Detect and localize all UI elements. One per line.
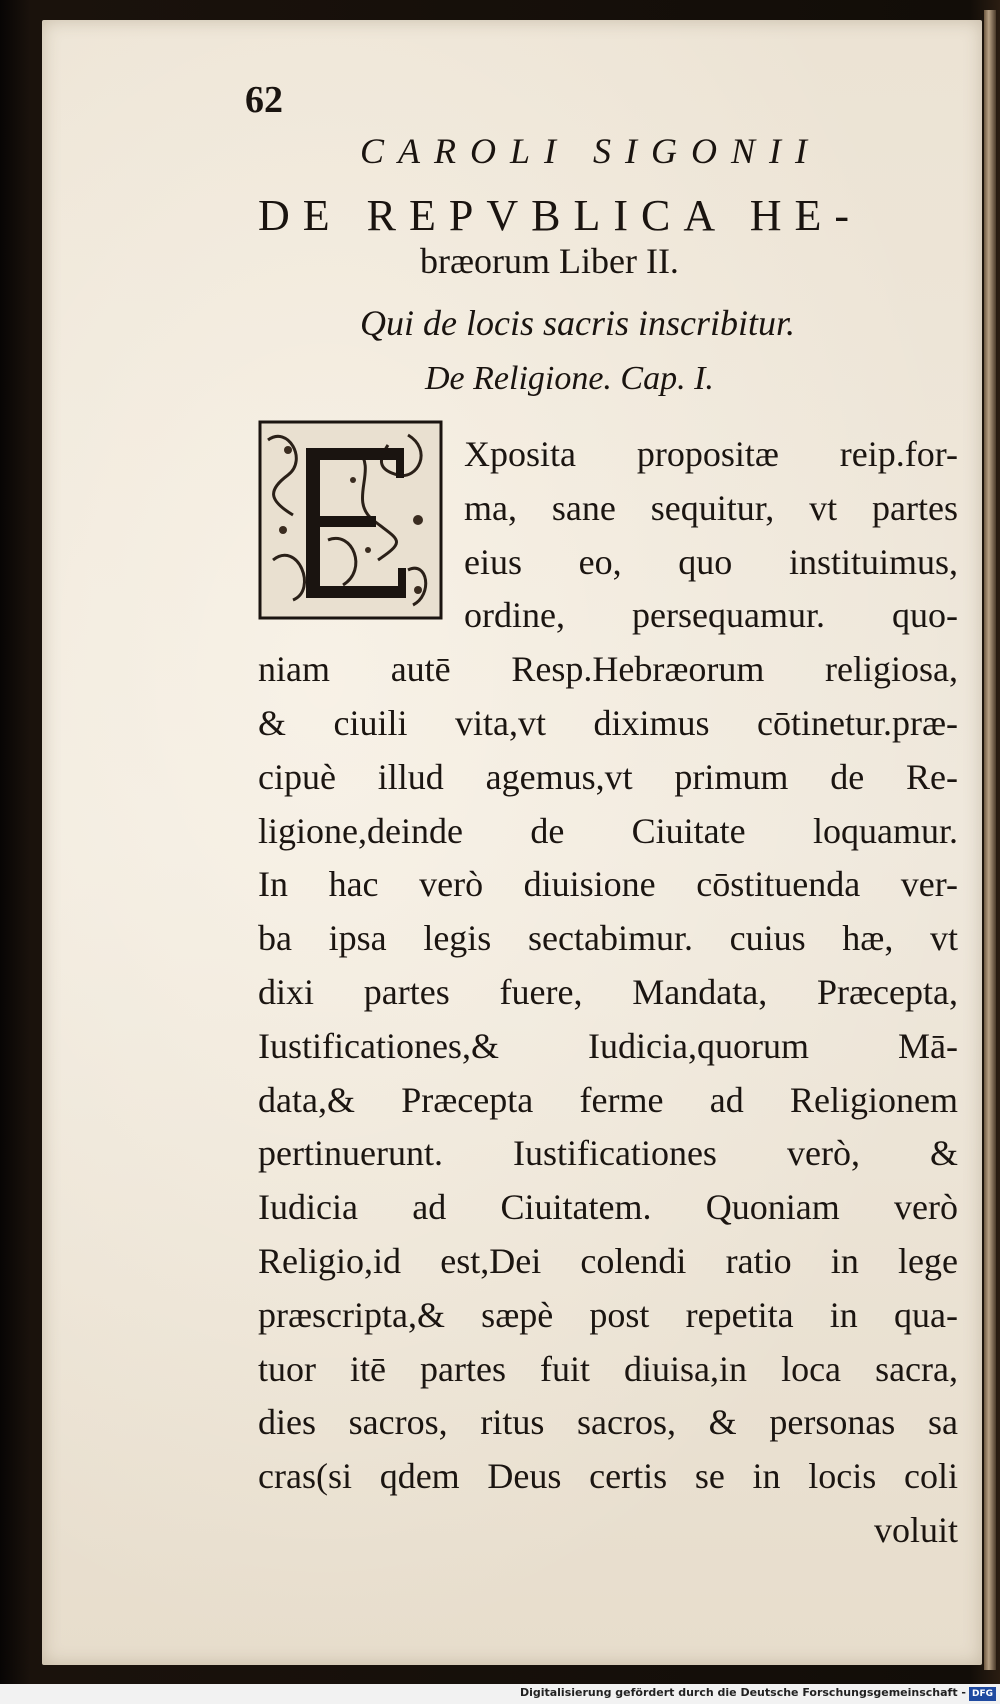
catchword: voluit xyxy=(873,1509,958,1550)
text-line: cras(si qdem Deus certis se in locis coli xyxy=(258,1456,958,1497)
text-line: eius eo, quo instituimus, xyxy=(464,541,958,582)
text-line: ligione,deinde de Ciuitate loquamur. xyxy=(258,810,958,851)
footer-credit: Digitalisierung gefördert durch die Deutsche Forschungsgemeinschaft - xyxy=(519,1686,966,1699)
text-line: Xposita propositæ reip.for- xyxy=(464,434,958,474)
text-line: pertinuerunt. Iustificationes verò, & xyxy=(258,1133,958,1174)
text-line: & ciuili vita,vt diximus cōtinetur.præ- xyxy=(258,702,958,743)
text-line: In hac verò diuisione cōstituenda ver- xyxy=(258,864,958,905)
text-line: Iustificationes,& Iudicia,quorum Mā- xyxy=(258,1025,958,1066)
main-title: DE REPVBLICA HE- xyxy=(258,191,862,240)
section-heading: Qui de locis sacris inscribitur. xyxy=(360,303,796,343)
page-edge xyxy=(984,10,996,1670)
body-text xyxy=(258,428,958,1558)
running-title: CAROLI SIGONII xyxy=(360,131,821,171)
text-line: dies sacros, ritus sacros, & personas sa xyxy=(258,1402,958,1443)
text-line: ba ipsa legis sectabimur. cuius hæ, vt xyxy=(258,918,958,959)
chapter-heading: De Religione. Cap. I. xyxy=(425,360,714,397)
title-continuation: bræorum Liber II. xyxy=(420,241,679,281)
dfg-logo-icon: DFG xyxy=(969,1687,996,1701)
text-line: dixi partes fuere, Mandata, Præcepta, xyxy=(258,971,958,1012)
text-line: ma, sane sequitur, vt partes xyxy=(464,487,958,528)
text-line: ordine, persequamur. quo- xyxy=(464,595,958,636)
text-line: Iudicia ad Ciuitatem. Quoniam verò xyxy=(258,1187,958,1228)
text-line: niam autē Resp.Hebræorum religiosa, xyxy=(258,649,958,690)
text-line: cipuè illud agemus,vt primum de Re- xyxy=(258,756,958,797)
text-line: data,& Præcepta ferme ad Religionem xyxy=(258,1079,958,1120)
text-line: Religio,id est,Dei colendi ratio in lege xyxy=(258,1240,958,1281)
page-number: 62 xyxy=(245,79,283,121)
text-line: tuor itē partes fuit diuisa,in loca sacra, xyxy=(258,1348,958,1389)
text-line: præscripta,& sæpè post repetita in qua- xyxy=(258,1294,958,1335)
